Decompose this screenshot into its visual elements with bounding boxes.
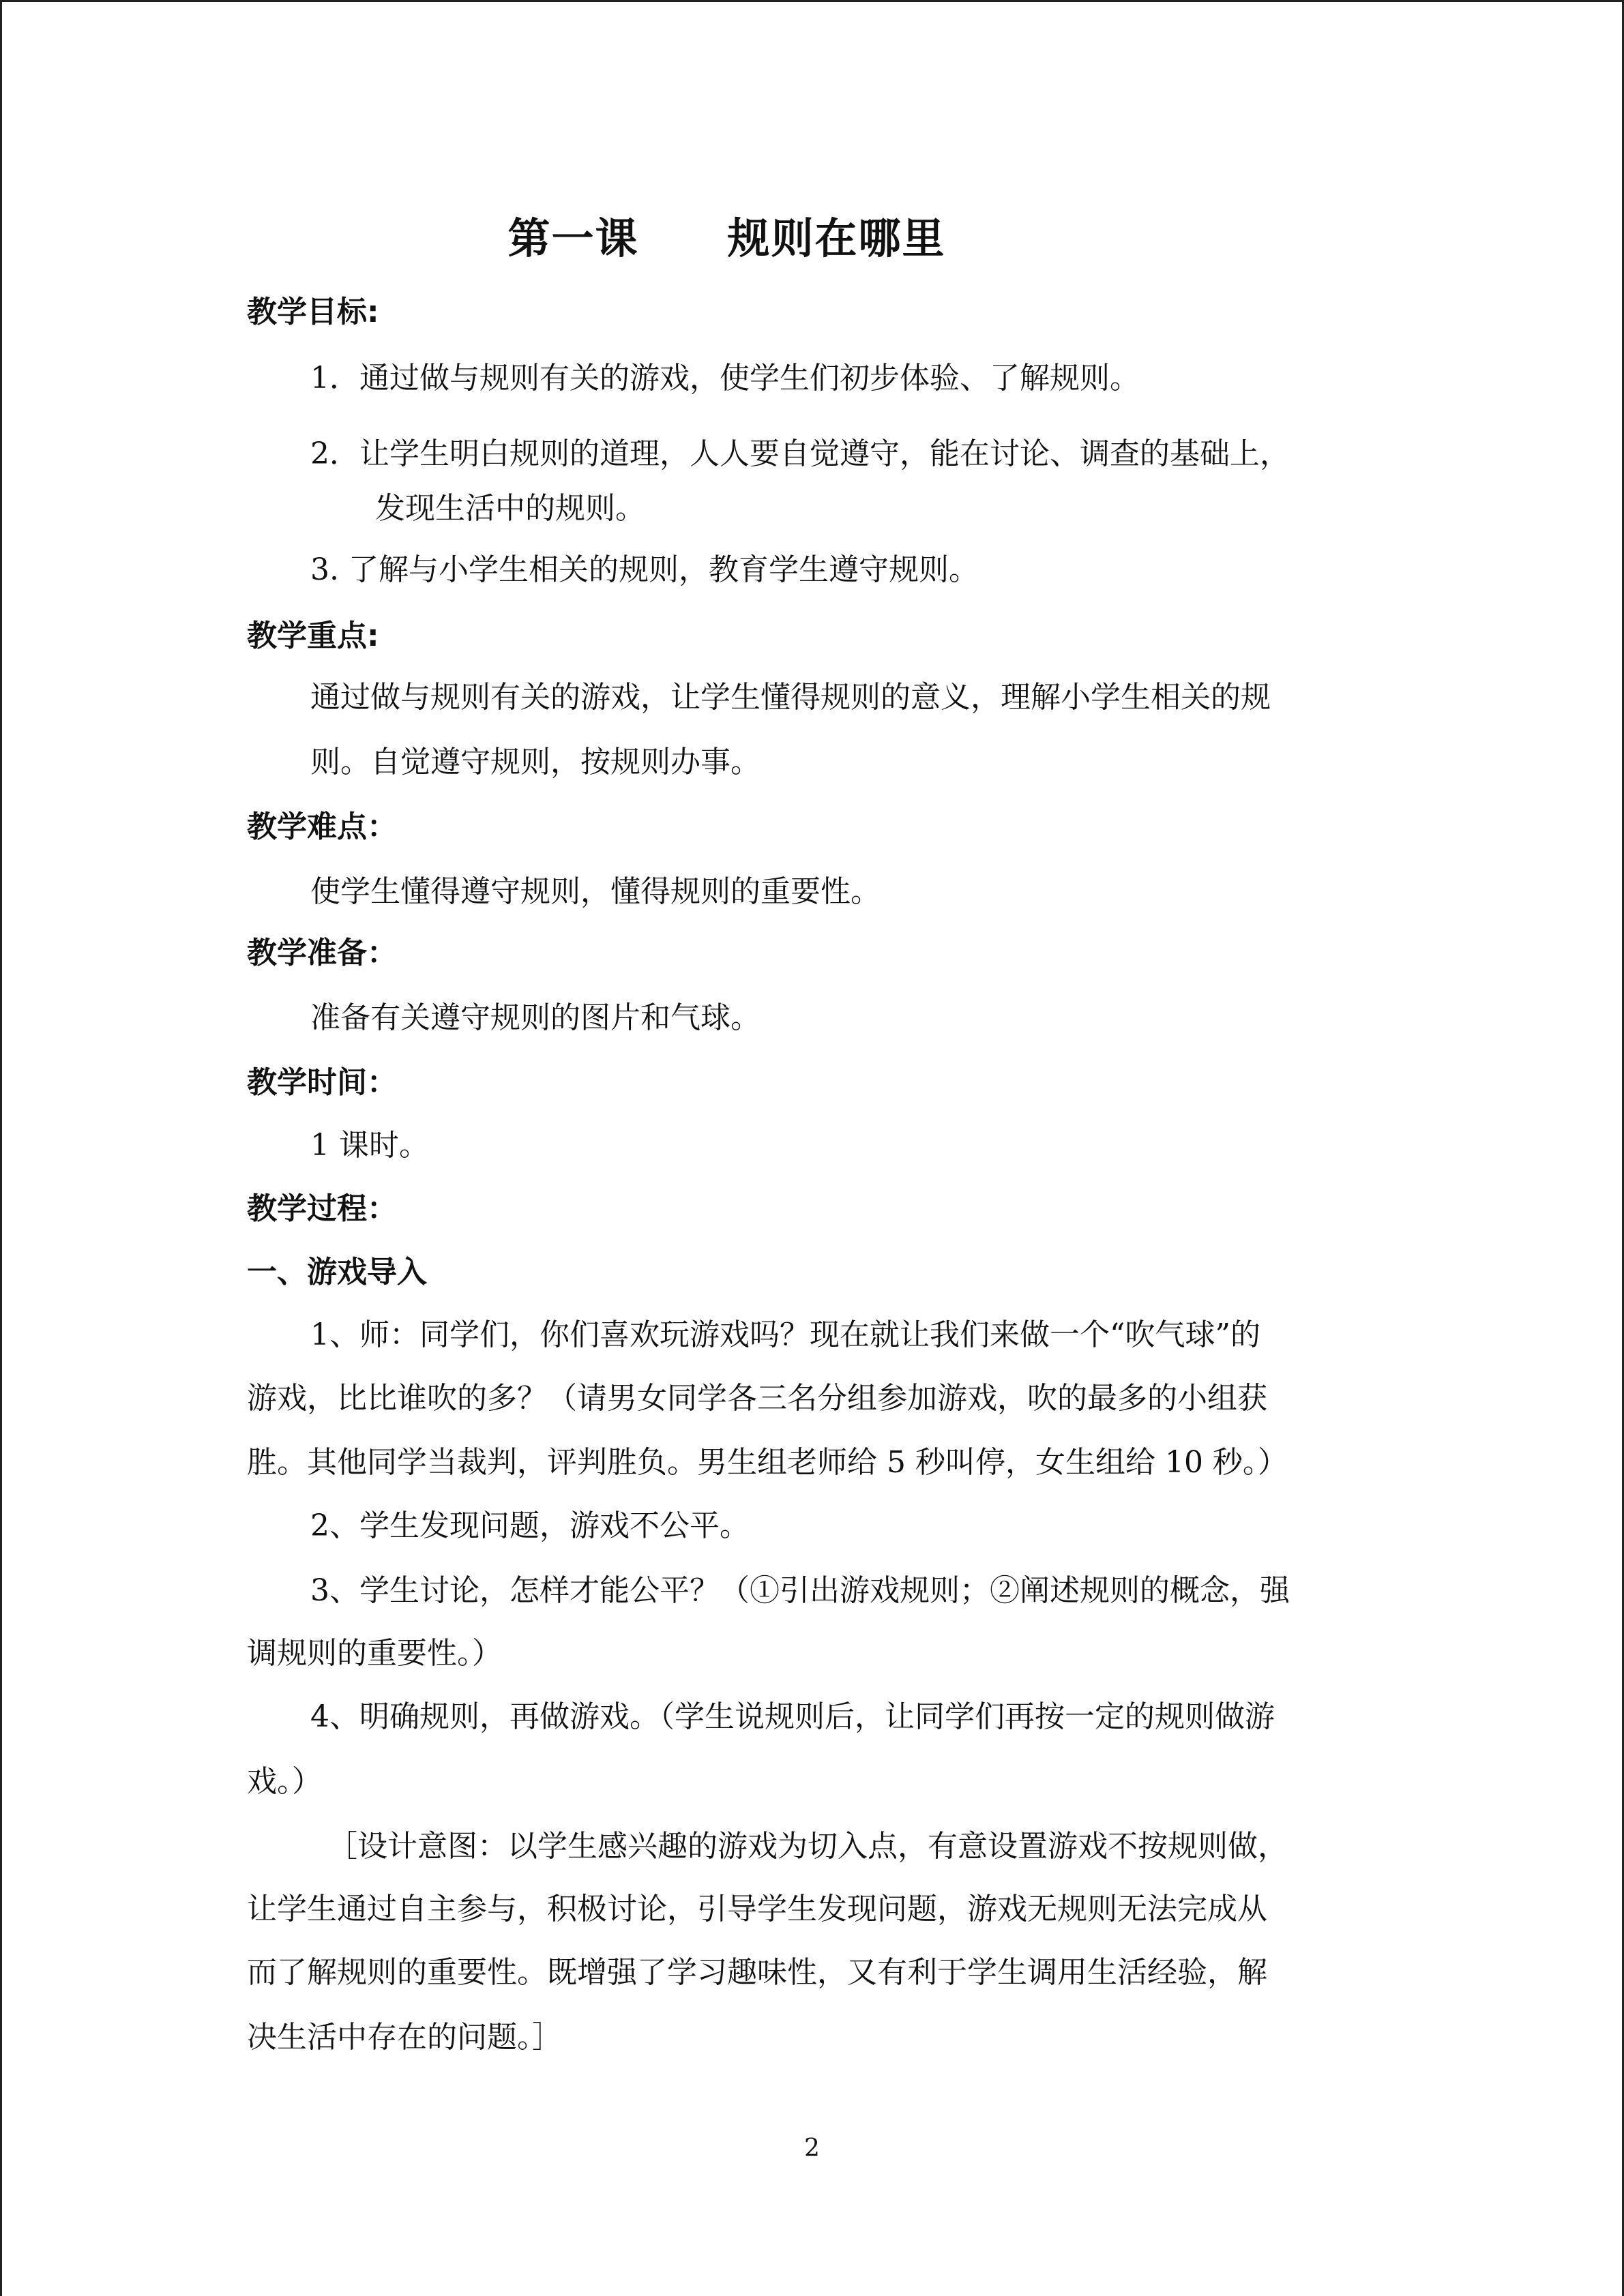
time-text: 1 课时。 — [310, 1128, 429, 1163]
process-line-3: 胜。其他同学当裁判，评判胜负。男生组老师给 5 秒叫停，女生组给 10 秒。） — [247, 1445, 1288, 1480]
process-line-8: 戏。） — [247, 1764, 322, 1799]
page-border-top — [0, 0, 1624, 2]
process-heading: 教学过程： — [247, 1191, 397, 1226]
objective-item-3: 3. 了解与小学生相关的规则，教育学生遵守规则。 — [310, 552, 979, 587]
process-line-7: 4、明确规则，再做游戏。（学生说规则后，让同学们再按一定的规则做游 — [310, 1699, 1275, 1734]
difficulties-text: 使学生懂得遵守规则，懂得规则的重要性。 — [310, 874, 881, 909]
process-line-4: 2、学生发现问题，游戏不公平。 — [310, 1508, 750, 1543]
objectives-heading: 教学目标: — [247, 295, 379, 329]
page-title — [0, 205, 1624, 265]
preparation-heading: 教学准备： — [247, 936, 397, 970]
title-lesson-name: 规则在哪里 — [727, 213, 946, 263]
design-intent-line-4: 决生活中存在的问题。］ — [247, 2020, 562, 2055]
design-intent-line-2: 让学生通过自主参与，积极讨论，引导学生发现问题，游戏无规则无法完成从 — [247, 1892, 1267, 1926]
objective-item-2: 2．让学生明白规则的道理，人人要自觉遵守，能在讨论、调查的基础上， — [310, 436, 1290, 471]
process-section-title: 一、游戏导入 — [247, 1255, 427, 1289]
process-line-2: 游戏，比比谁吹的多？（请男女同学各三名分组参加游戏，吹的最多的小组获 — [247, 1381, 1267, 1416]
title-lesson-number: 第一课 — [507, 213, 639, 263]
page-border-left — [0, 0, 2, 2296]
key-points-line-1: 通过做与规则有关的游戏，让学生懂得规则的意义，理解小学生相关的规 — [310, 680, 1271, 715]
preparation-text: 准备有关遵守规则的图片和气球。 — [310, 1000, 761, 1035]
process-line-5: 3、学生讨论，怎样才能公平？（①引出游戏规则；②阐述规则的概念，强 — [310, 1573, 1290, 1608]
objective-item-2-cont: 发现生活中的规则。 — [375, 491, 645, 526]
key-points-heading: 教学重点: — [247, 618, 379, 653]
time-heading: 教学时间： — [247, 1065, 397, 1100]
design-intent-line-1: ［设计意图：以学生感兴趣的游戏为切入点，有意设置游戏不按规则做， — [327, 1829, 1288, 1864]
key-points-line-2: 则。自觉遵守规则，按规则办事。 — [310, 745, 761, 779]
process-line-1: 1、师：同学们，你们喜欢玩游戏吗？现在就让我们来做一个“吹气球”的 — [310, 1317, 1260, 1352]
difficulties-heading: 教学难点： — [247, 809, 397, 844]
objective-item-1: 1．通过做与规则有关的游戏，使学生们初步体验、了解规则。 — [310, 361, 1140, 396]
design-intent-line-3: 而了解规则的重要性。既增强了学习趣味性，又有利于学生调用生活经验，解 — [247, 1955, 1267, 1990]
page-number: 2 — [804, 2134, 820, 2162]
process-line-6: 调规则的重要性。） — [247, 1636, 502, 1671]
